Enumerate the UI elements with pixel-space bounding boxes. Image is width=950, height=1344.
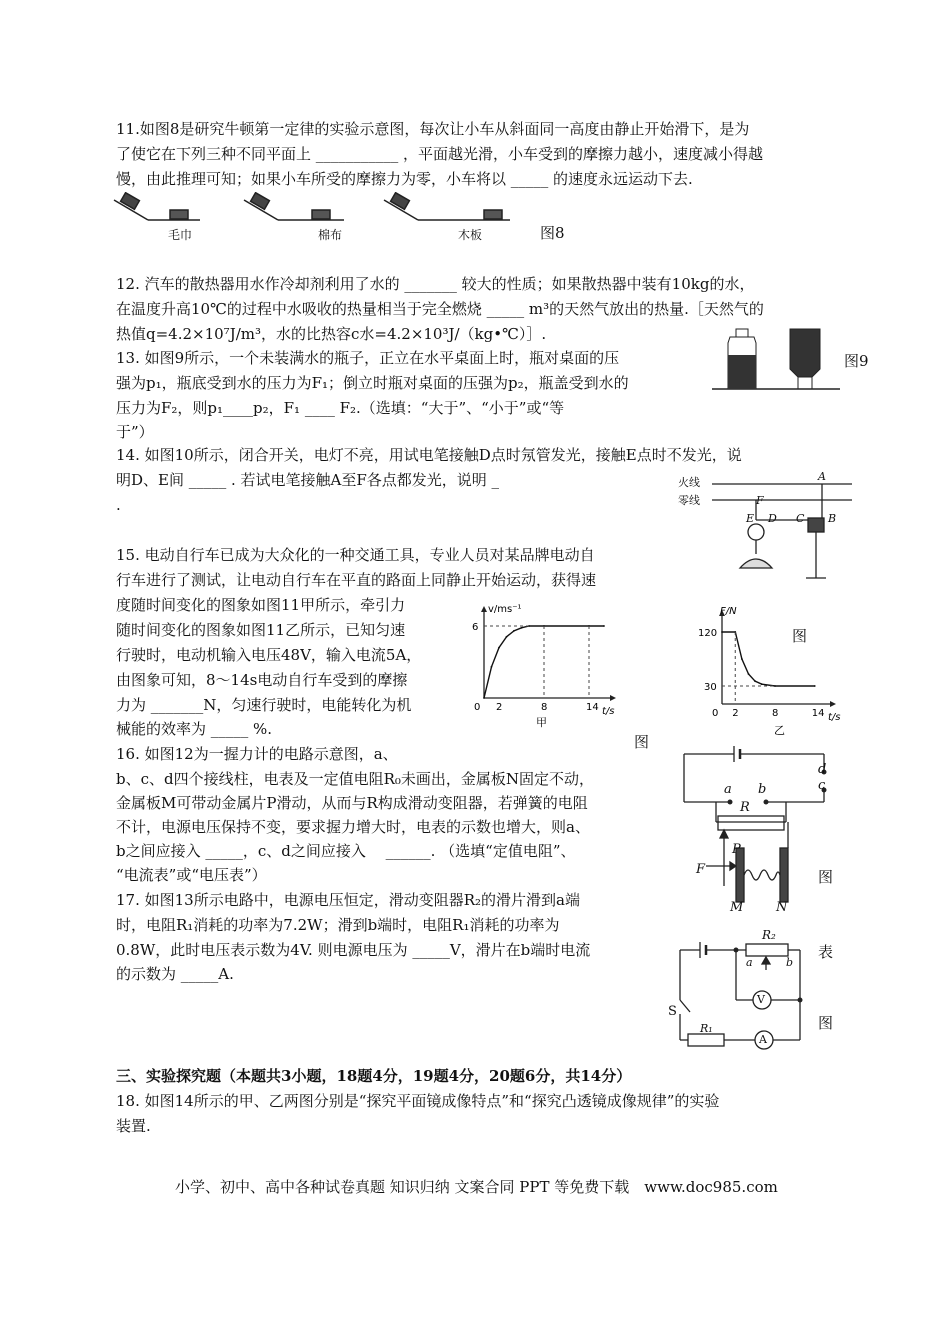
q16-line-2: b、c、d四个接线柱，电表及一定值电阻R₀未画出，金属板N固定不动，: [116, 770, 595, 788]
velocity-x-arrow: [610, 695, 616, 701]
page-footer: 小学、初中、高中各种试卷真题 知识归纳 文案合同 PPT 等免费下载 www.doc985.com: [175, 1178, 778, 1196]
q15-line-8: 械能的效率为 _____ %.: [116, 720, 273, 738]
force-point-4: [754, 680, 756, 682]
figure-8-label: 图8: [540, 224, 565, 242]
q16-line-6: “电流表”或“电压表”）: [116, 866, 267, 884]
force-ytick-1: 30: [704, 682, 717, 693]
force-y-label: F/N: [720, 606, 737, 617]
figure-9-label: 图9: [844, 352, 869, 370]
q13-line-4: 于”）: [116, 423, 154, 441]
end-a-label: a: [746, 956, 753, 969]
resistor-r-label: R: [740, 800, 750, 815]
velocity-point-0: [483, 697, 485, 699]
terminal-c-label: c: [818, 778, 826, 793]
figure-13-circuit: [666, 930, 812, 1056]
velocity-caption: 甲: [536, 716, 547, 729]
velocity-xtick-2: 14: [586, 702, 599, 713]
force-x-label: t/s: [828, 712, 841, 723]
r1-label: R₁: [700, 1022, 713, 1035]
surface-board-label: 木板: [458, 228, 483, 242]
figure-9-bottles: [712, 325, 842, 397]
force-xtick-1: 8: [772, 708, 779, 719]
q15-line-2: 行车进行了测试，让电动自行车在平直的路面上同静止开始运动，获得速: [116, 571, 597, 589]
section-3-heading: 三、实验探究题（本题共3小题，18题4分，19题4分，20题6分，共14分）: [116, 1067, 632, 1085]
q16-line-3: 金属板M可带动金属片P滑动，从而与R构成滑动变阻器，若弹簧的电阻: [116, 794, 588, 812]
velocity-point-2: [498, 647, 500, 649]
force-xtick-0: 2: [732, 708, 739, 719]
q15-line-1: 15. 电动自行车已成为大众化的一种交通工具，专业人员对某品牌电动自: [116, 546, 595, 564]
q11-line-3: 慢，由此推理可知；如果小车所受的摩擦力为零，小车将以 _____ 的速度永远运动下去.: [116, 170, 693, 188]
velocity-point-1: [491, 666, 493, 668]
force-chart: [682, 606, 842, 738]
velocity-point-4: [513, 630, 515, 632]
q15-line-5: 行驶时，电动机输入电压48V，输入电流5A，: [116, 646, 422, 664]
velocity-xtick-1: 8: [541, 702, 548, 713]
q17-line-2: 时，电阻R₁消耗的功率为7.2W；滑到b端时，电阻R₁消耗的功率为: [116, 916, 560, 934]
force-point-0: [721, 631, 723, 633]
live-wire-label: 火线: [678, 476, 700, 489]
point-d-label: D: [768, 512, 777, 525]
plate-n-label: N: [776, 900, 788, 915]
q16-line-1: 16. 如图12为一握力计的电路示意图，a、: [116, 745, 398, 763]
q16-line-4: 不计，电源电压保持不变，要求握力增大时，电表的示数也增大，则a、: [116, 818, 590, 836]
neutral-wire-label: 零线: [678, 494, 700, 507]
figure-12-grip-meter: [676, 746, 836, 920]
q18-line-1: 18. 如图14所示的甲、乙两图分别是“探究平面镜成像特点”和“探究凸透镜成像规律”的实验: [116, 1092, 720, 1110]
force-origin-label: 0: [712, 708, 719, 719]
r2-label: R₂: [762, 928, 776, 942]
surface-cotton-label: 棉布: [318, 228, 343, 242]
point-a-label: A: [818, 470, 826, 483]
figure-11b-label: 图: [792, 627, 808, 645]
point-b-label: B: [828, 512, 837, 525]
force-point-5: [761, 683, 763, 685]
q14-line-2: 明D、E间 _____ . 若试电笔接触A至F各点都发光，说明 _: [116, 471, 500, 489]
q11-line-2: 了使它在下列三种不同平面上 ___________ ，平面越光滑，小车受到的摩擦力越小，速度减小得越: [116, 145, 764, 163]
q17-line-4: 的示数为 _____A.: [116, 965, 234, 983]
q13-line-1: 13. 如图9所示，一个未装满水的瓶子，正立在水平桌面上时，瓶对桌面的压: [116, 349, 620, 367]
terminal-b-label: b: [758, 782, 767, 797]
figure-11a-label: 图: [634, 733, 650, 751]
force-point-7: [814, 685, 816, 687]
end-b-label: b: [786, 956, 794, 969]
velocity-y-label: v/ms⁻¹: [488, 604, 522, 615]
q12-line-3: 热值q=4.2×10⁷J/m³，水的比热容c水=4.2×10³J/（kg•℃）］.: [116, 325, 547, 343]
velocity-point-9: [603, 625, 605, 627]
force-x-arrow: [830, 701, 836, 707]
point-f-label: F: [756, 494, 764, 507]
slider-p-label: P: [732, 842, 741, 857]
q13-line-2: 强为p₁，瓶底受到水的压力为F₁；倒立时瓶对桌面的压强为p₂，瓶盖受到水的: [116, 374, 629, 392]
surface-towel-label: 毛巾: [168, 228, 193, 242]
switch-s-label: S: [668, 1004, 677, 1019]
point-c-label: C: [796, 512, 805, 525]
q14-line-1: 14. 如图10所示，闭合开关，电灯不亮，用试电笔接触D点时氖管发光，接触E点时不发光，说: [116, 446, 742, 464]
q12-line-2: 在温度升高10℃的过程中水吸收的热量相当于完全燃烧 _____ m³的天然气放出的热量.［天然气的: [116, 300, 764, 318]
force-caption: 乙: [774, 724, 785, 737]
q16-line-5: b之间应接入 _____，c、d之间应接入 ______. （选填“定值电阻”、: [116, 842, 576, 860]
velocity-y-arrow: [481, 606, 487, 612]
force-f-label: F: [696, 862, 706, 877]
q11-line-1: 11.如图8是研究牛顿第一定律的实验示意图，每次让小车从斜面同一高度由静止开始滑下，是为: [116, 120, 750, 138]
velocity-ytick-0: 6: [472, 622, 479, 633]
q18-line-2: 装置.: [116, 1117, 151, 1135]
q15-line-3: 度随时间变化的图象如图11甲所示，牵引力: [116, 596, 406, 614]
velocity-point-3: [506, 636, 508, 638]
q12-line-1: 12. 汽车的散热器用水作冷却剂利用了水的 _______ 较大的性质；如果散热器中装有10kg的水，: [116, 275, 755, 293]
q17-line-3: 0.8W，此时电压表示数为4V. 则电源电压为 _____V，滑片在b端时电流: [116, 941, 591, 959]
force-xtick-2: 14: [811, 708, 825, 719]
velocity-point-5: [521, 627, 523, 629]
q15-line-6: 由图象可知，8～14s电动自行车受到的摩擦: [116, 671, 408, 689]
q14-line-3: .: [116, 496, 121, 514]
velocity-xtick-0: 2: [496, 702, 503, 713]
plate-m-label: M: [730, 900, 744, 915]
figure-12-label: 图: [818, 868, 834, 886]
point-e-label: E: [746, 512, 755, 525]
force-ytick-0: 120: [698, 628, 718, 639]
q17-side-label-1: 表: [818, 943, 834, 961]
q17-side-label-2: 图: [818, 1014, 834, 1032]
voltmeter-label: V: [757, 993, 765, 1006]
velocity-origin-label: 0: [474, 702, 481, 713]
q15-line-7: 力为 _______N，匀速行驶时，电能转化为机: [116, 696, 412, 714]
q13-line-3: 压力为F₂，则p₁____p₂，F₁ ____ F₂.（选填：“大于”、“小于”或“等: [116, 399, 565, 417]
q17-line-1: 17. 如图13所示电路中，电源电压恒定，滑动变阻器R₂的滑片滑到a端: [116, 891, 580, 909]
velocity-chart: [452, 598, 622, 730]
velocity-chart-svg: [452, 598, 622, 730]
force-point-2: [741, 658, 743, 660]
velocity-x-label: t/s: [602, 706, 615, 717]
terminal-d-label: d: [818, 762, 827, 777]
force-chart-svg: [682, 606, 842, 738]
force-point-3: [748, 673, 750, 675]
q15-line-4: 随时间变化的图象如图11乙所示，已知匀速: [116, 621, 406, 639]
ammeter-label: A: [759, 1033, 767, 1046]
terminal-a-label: a: [724, 782, 732, 797]
